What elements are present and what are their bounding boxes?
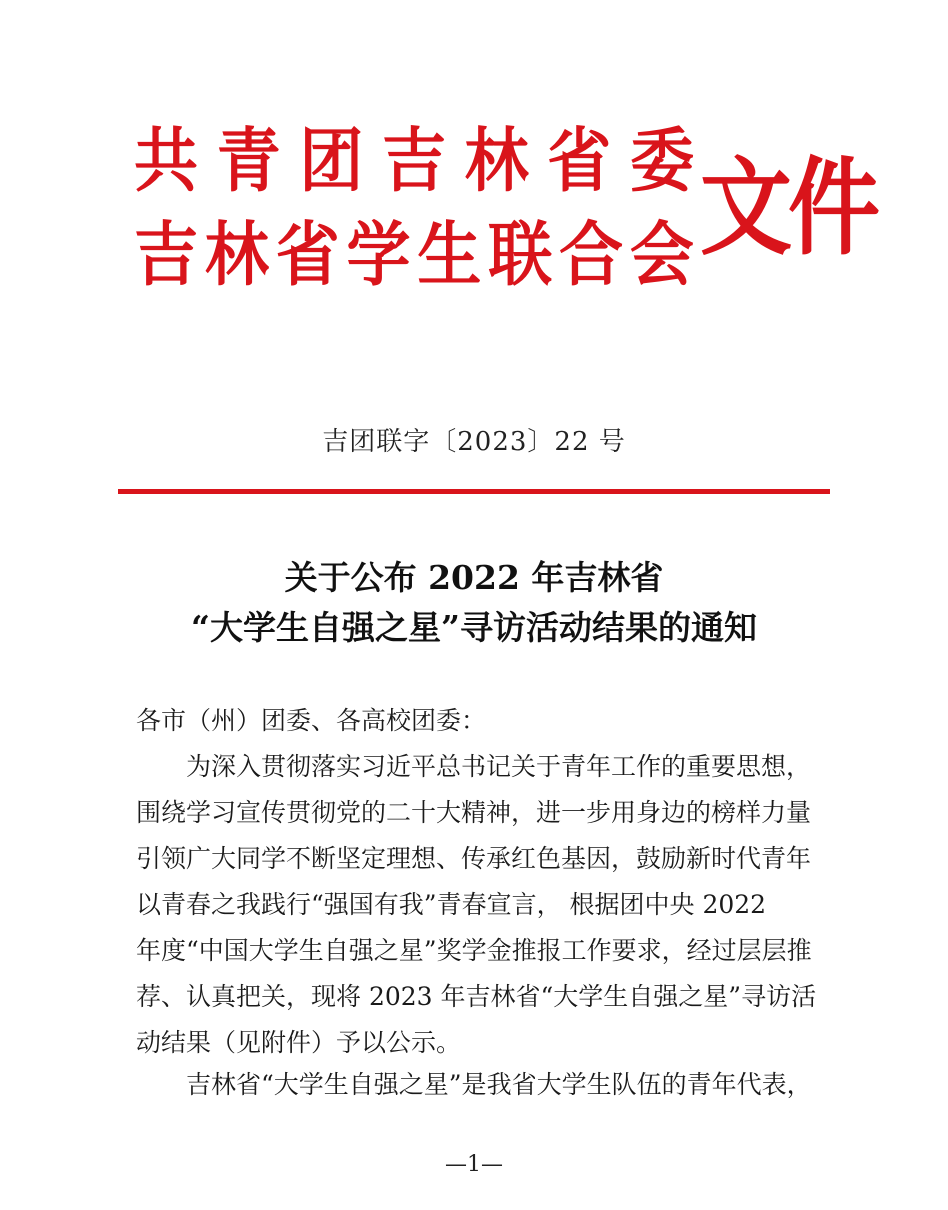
document-title-line-1: 关于公布 2022 年吉林省 (284, 558, 664, 597)
issuer-char: 青 (216, 120, 281, 202)
paragraph-line: 围绕学习宣传贯彻党的二十大精神，进一步用身边的榜样力量 (136, 798, 812, 827)
paragraph-line: 吉林省“大学生自强之星”是我省大学生队伍的青年代表， (186, 1070, 812, 1099)
document-title-line-2: “大学生自强之星”寻访活动结果的通知 (191, 608, 757, 647)
page-number: —1— (445, 1152, 503, 1177)
paragraph-line: 为深入贯彻落实习近平总书记关于青年工作的重要思想， (186, 752, 812, 781)
salutation: 各市（州）团委、各高校团委： (136, 706, 487, 735)
issuer-char: 共 (134, 120, 198, 202)
paragraph-line: 动结果（见附件）予以公示。 (136, 1028, 462, 1057)
issuer-char: 省 (275, 214, 340, 296)
issuer-char: 省 (547, 120, 612, 202)
issuer-char: 会 (629, 214, 694, 296)
document-header (0, 0, 948, 330)
issuer-char: 合 (559, 214, 624, 296)
issuer-char: 吉 (134, 214, 198, 296)
issuer-line-1 (134, 120, 694, 202)
document-type-label: 文件 (700, 145, 877, 270)
issuer-char: 联 (488, 214, 553, 296)
issuer-char: 学 (346, 214, 411, 296)
red-divider (118, 489, 830, 494)
issuer-char: 团 (299, 120, 364, 202)
issuer-char: 吉 (381, 120, 446, 202)
issuer-char: 委 (629, 120, 694, 202)
paragraph-line: 荐、认真把关，现将 2023 年吉林省“大学生自强之星”寻访活 (136, 982, 816, 1011)
paragraph-line: 年度“中国大学生自强之星”奖学金推报工作要求，经过层层推 (136, 936, 812, 965)
issuer-char: 林 (464, 120, 529, 202)
issuer-line-2 (134, 214, 694, 296)
paragraph-line: 以青春之我践行“强国有我”青春宣言， 根据团中央 2022 (136, 890, 767, 919)
paragraph-1 (136, 744, 816, 1066)
document-number: 吉团联字〔2023〕22 号 (322, 427, 626, 457)
issuer-char: 生 (417, 214, 482, 296)
paragraph-2 (136, 1062, 816, 1108)
paragraph-line: 引领广大同学不断坚定理想、传承红色基因，鼓励新时代青年 (136, 844, 812, 873)
issuer-char: 林 (204, 214, 269, 296)
